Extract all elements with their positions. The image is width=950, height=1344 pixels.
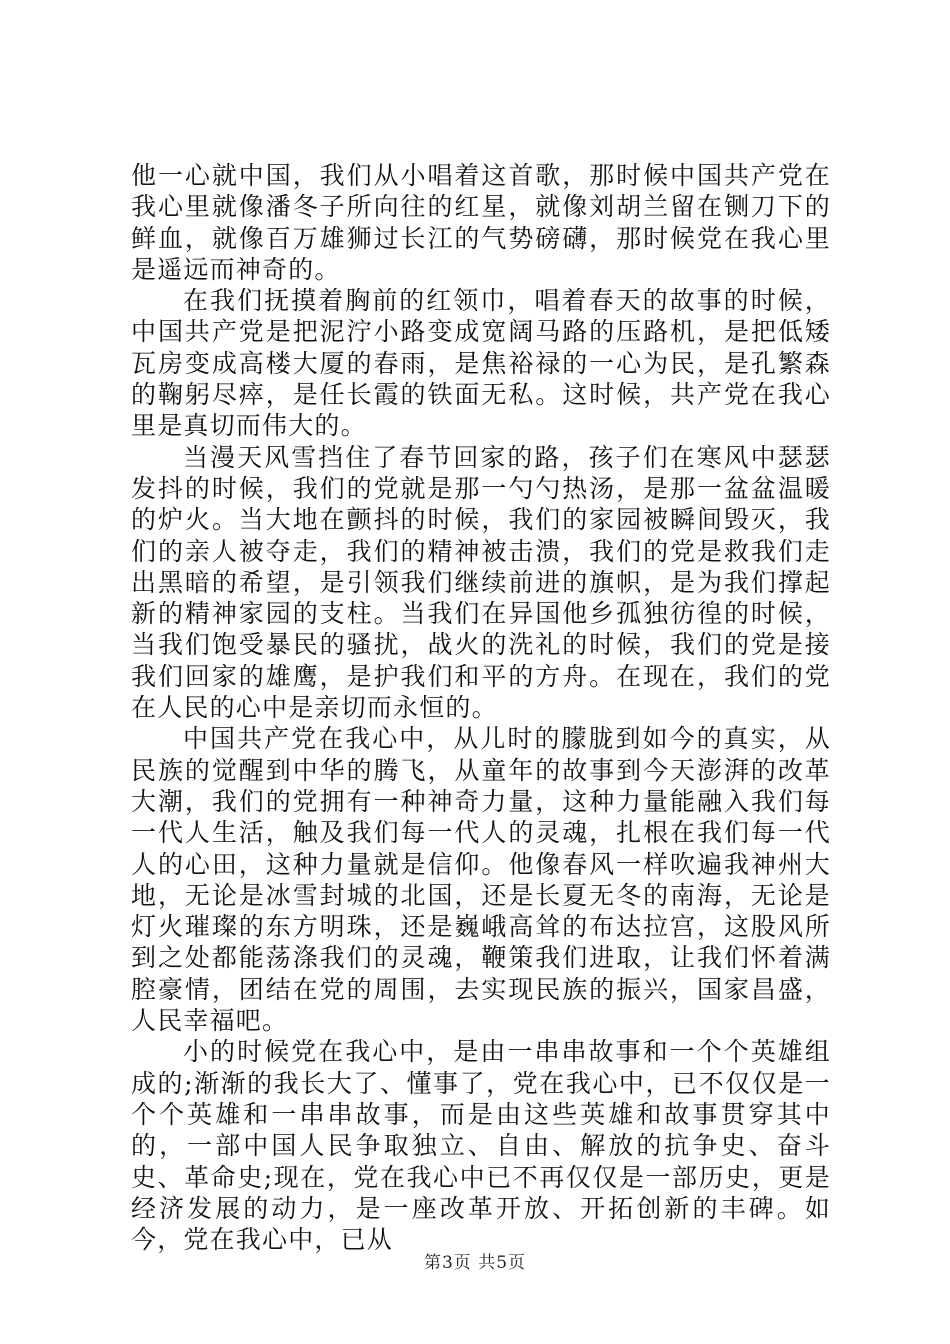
paragraph-1: 他一心就中国，我们从小唱着这首歌，那时候中国共产党在我心里就像潘冬子所向往的红星，就像刘胡兰留在铡刀下的鲜血，就像百万雄狮过长江的气势磅礴，那时候党在我心里是遥远而神奇的。 bbox=[131, 161, 831, 284]
paragraph-2: 在我们抚摸着胸前的红领巾，唱着春天的故事的时候，中国共产党是把泥泞小路变成宽阔马路的压路机，是把低矮瓦房变成高楼大厦的春雨，是焦裕禄的一心为民，是孔繁森的鞠躬尽瘁，是任长霞的铁面无私。这时候，共产党在我心里是真切而伟大的。 bbox=[131, 286, 831, 441]
body-text bbox=[131, 160, 831, 1255]
paragraph-3: 当漫天风雪挡住了春节回家的路，孩子们在寒风中瑟瑟发抖的时候，我们的党就是那一勺勺热汤，是那一盆盆温暖的炉火。当大地在颤抖的时候，我们的家园被瞬间毁灭，我们的亲人被夺走，我们的精神被击溃，我们的党是救我们走出黑暗的希望，是引领我们继续前进的旗帜，是为我们撑起新的精神家园的支柱。当我们在异国他乡孤独彷徨的时候，当我们饱受暴民的骚扰，战火的洗礼的时候，我们的党是接我们回家的雄鹰，是护我们和平的方舟。在现在，我们的党在人民的心中是亲切而永恒的。 bbox=[131, 442, 831, 723]
page-footer: 第3页 共5页 bbox=[423, 1253, 527, 1273]
paragraph-4: 中国共产党在我心中，从儿时的朦胧到如今的真实，从民族的觉醒到中华的腾飞，从童年的故事到今天澎湃的改革大潮，我们的党拥有一种神奇力量，这种力量能融入我们每一代人生活，触及我们每一代人的灵魂，扎根在我们每一代人的心田，这种力量就是信仰。他像春风一样吹遍我神州大地，无论是冰雪封城的北国，还是长夏无冬的南海，无论是灯火璀璨的东方明珠，还是巍峨高耸的布达拉宫，这股风所到之处都能荡涤我们的灵魂，鞭策我们进取，让我们怀着满腔豪情，团结在党的周围，去实现民族的振兴，国家昌盛，人民幸福吧。 bbox=[131, 724, 831, 1036]
paragraph-5: 小的时候党在我心中，是由一串串故事和一个个英雄组成的;渐渐的我长大了、懂事了，党在我心中，已不仅仅是一个个英雄和一串串故事，而是由这些英雄和故事贯穿其中的，一部中国人民争取独立、自由、解放的抗争史、奋斗史、革命史;现在，党在我心中已不再仅仅是一部历史，更是经济发展的动力，是一座改革开放、开拓创新的丰碑。如今，党在我心中，已从 bbox=[131, 1037, 831, 1255]
